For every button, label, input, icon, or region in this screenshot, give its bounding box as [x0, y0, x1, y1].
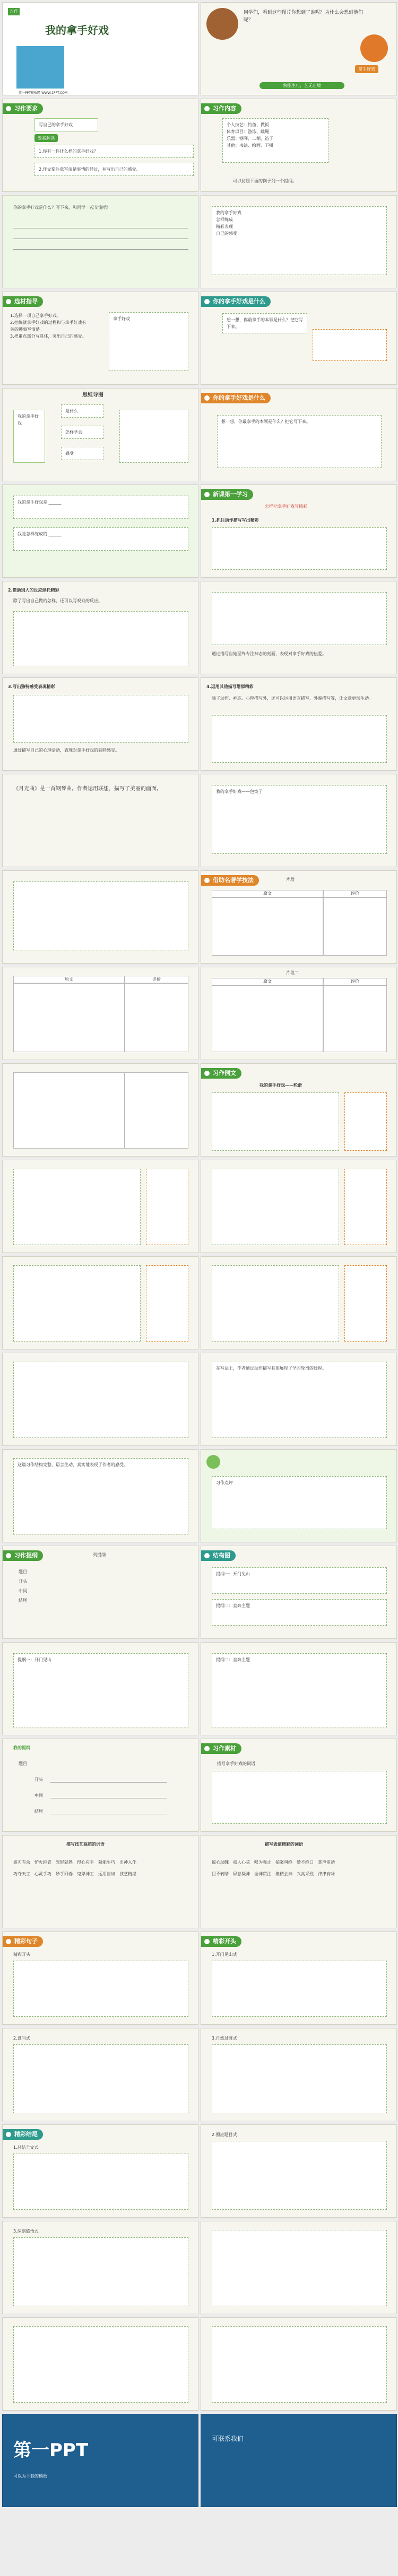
slide-13: 2.借助别人的反应烘托精彩 除了写出自己做的怎样，还可以写观众的反应。	[2, 581, 198, 674]
slide-41: 精彩句子 精彩开头	[2, 1931, 198, 2025]
slide-37: 我的提纲 题目 开头 中间 结尾	[2, 1739, 198, 1832]
brand-logo: 第一PPT	[13, 2440, 89, 2461]
slide-46: 2.照应题目式	[201, 2124, 397, 2218]
section-header: 习作素材	[201, 1743, 241, 1754]
slide-6	[201, 195, 397, 288]
slide-43: 2.设问式	[2, 2028, 198, 2121]
slide-5	[2, 195, 198, 288]
slide-1-title	[2, 2, 198, 95]
section-header: 你的拿手好戏是什么	[201, 296, 271, 307]
section-header: 习作内容	[201, 103, 241, 114]
slide-22: 片段二 原文 评价	[201, 967, 397, 1060]
slide-25	[2, 1160, 198, 1253]
slide-20: 借助名著学技法 片段 原文 评价	[201, 870, 397, 964]
requirement-2: 2.作文要注意写清楚事情的经过，并写出自己的感受。	[34, 163, 194, 176]
intro-question: 同学们，看到这些图片你想到了谁呢？为什么会想到他们呢？	[244, 10, 364, 23]
slide-17: 《月光曲》是一首钢琴曲。作者运用联想，描写了美丽的画面。	[2, 774, 198, 867]
section-header: 选材指导	[3, 296, 43, 307]
slide-18: 我的拿手好戏——包饺子	[201, 774, 397, 867]
section-header: 精彩句子	[3, 1936, 43, 1947]
slide-42: 精彩开头 1.开门见山式	[201, 1931, 397, 2025]
slide-15: 3.写出独特感受表现精彩 通过描写自己的心理活动，表现对拿手好戏的独特感受。	[2, 677, 198, 771]
section-header: 你的拿手好戏是什么	[201, 393, 271, 403]
slide-19	[2, 870, 198, 964]
slide-16: 4.运用其他描写增添精彩 除了动作、神态、心理描写外，还可以运用语言描写、外貌描写等，让文章更加生动。	[201, 677, 397, 771]
slide-40: 描写表演精彩的词语 惊心动魄 扣人心弦 叹为观止 拍案叫绝 赞不绝口 掌声雷动 目不转睛 屏息凝神 全神贯注 聚精会神 兴高采烈 津津有味	[201, 1835, 397, 1928]
ad-banner[interactable]: 第一PPT 可以为下载的模板	[2, 2414, 198, 2507]
slide-4	[201, 99, 397, 192]
example-note	[313, 329, 387, 361]
slide-45: 精彩结尾 1.总结全文式	[2, 2124, 198, 2218]
key-box: 写自己的拿手好戏	[34, 118, 98, 131]
slide-31: 这篇习作结构完整，语言生动，真实地表现了作者的感受。	[2, 1449, 198, 1542]
content-list: 个人技艺：钓鱼、做饭 体育项目：游泳、跳绳 乐器：钢琴、二胡、笛子 其他：书法、绘画、下棋	[222, 118, 328, 163]
prompt-box: 想一想，你最拿手的本领是什么？把它写下来。	[217, 415, 382, 468]
content-note: 可以仿照下面的例子列一个提纲。	[233, 179, 297, 183]
section-header: 新课第一学习	[201, 489, 253, 500]
mindmap-root: 我的拿手好戏	[13, 410, 45, 463]
slide-11: 我的拿手好戏是 ______ 我是怎样练成的 ______	[2, 484, 198, 578]
slide-2-intro	[201, 2, 397, 95]
slide-14: 通过描写自始至终专注神态的刻画，表现对拿手好戏的热爱。	[201, 581, 397, 674]
ad-banner-right[interactable]: 可联系我们	[201, 2414, 397, 2507]
slide-title: 我的拿手好戏	[45, 24, 109, 37]
slide-29	[2, 1353, 198, 1446]
caption: 熟能生巧，艺无止境	[259, 82, 344, 89]
slide-10	[201, 388, 397, 481]
prompt-box: 想一想，你最拿手的本领是什么？把它写下来。	[222, 313, 307, 333]
requirement-1: 1.你有一件什么样的拿手好戏？	[34, 145, 194, 158]
lesson-badge: 习作	[8, 8, 20, 15]
slide-33: 习作提纲 列提纲 题目 开头 中间 结尾	[2, 1546, 198, 1639]
slide-9: 思维导图 我的拿手好戏 是什么 怎样学会 感受	[2, 388, 198, 481]
slide-50	[201, 2317, 397, 2411]
talent-tag: 拿手好戏	[355, 65, 378, 73]
footer-text: 第一PPT模板网-WWW.1PPT.COM	[19, 91, 68, 95]
slide-12: 新课第一学习 怎样把拿手好戏写精彩 1.抓住动作描写写出精彩	[201, 484, 397, 578]
slide-44: 3.自然过渡式	[201, 2028, 397, 2121]
section-header: 习作要求	[3, 103, 43, 114]
example-box: 我的拿手好戏 怎样练成 精彩表现 自己的感受	[212, 206, 387, 275]
slide-24: 习作例文 我的拿手好戏——轮滑	[201, 1063, 397, 1157]
tip-box: 拿手好戏	[109, 312, 188, 370]
guitar-image	[206, 8, 238, 40]
exchange-prompt: 你的拿手好戏是什么？写下来，和同学一起交流吧！	[13, 205, 111, 210]
slide-26	[201, 1160, 397, 1253]
slide-36: 提纲二：直奔主题	[201, 1642, 397, 1735]
slide-34: 结构图 提纲一：开门见山 提纲二：直奔主题	[201, 1546, 397, 1639]
slide-32: 习作点评	[201, 1449, 397, 1542]
slide-23	[2, 1063, 198, 1157]
section-header: 精彩开头	[201, 1936, 241, 1947]
slide-35: 提纲一：开门见山	[2, 1642, 198, 1735]
section-header: 结构图	[201, 1550, 236, 1561]
mindmap-title: 思维导图	[82, 392, 103, 398]
slide-30: 在写法上，作者通过动作描写具体展现了学习轮滑的过程。	[201, 1353, 397, 1446]
slide-27	[2, 1256, 198, 1349]
slide-47: 3.深刻感悟式	[2, 2221, 198, 2314]
slide-49	[2, 2317, 198, 2411]
slide-8	[201, 292, 397, 385]
slide-28	[201, 1256, 397, 1349]
section-header: 精彩结尾	[3, 2129, 43, 2140]
snowflake-image	[16, 46, 64, 89]
basketball-image	[360, 34, 388, 62]
slide-38: 习作素材 描写拿手好戏的词语	[201, 1739, 397, 1832]
section-header: 习作提纲	[3, 1550, 43, 1561]
slide-21: 原文 评价	[2, 967, 198, 1060]
element-tag: 要素解读	[34, 134, 58, 142]
section-header: 习作例文	[201, 1068, 241, 1079]
slide-39: 描写技艺高超的词语 游刃有余 炉火纯青 驾轻就熟 得心应手 熟能生巧 出神入化 巧夺天工 心灵手巧 妙手回春 鬼斧神工 运用自如 技艺精湛	[2, 1835, 198, 1928]
slide-3	[2, 99, 198, 192]
slide-48	[201, 2221, 397, 2314]
slide-7: 选材指导 1.选择一项自己拿手好戏。 2.把练就拿手好戏的过程和与拿手好戏有关的趣事写清楚。 3.把重点部分写具体，突出自己的感受。 拿手好戏	[2, 292, 198, 385]
section-header: 借助名著学技法	[201, 875, 259, 886]
